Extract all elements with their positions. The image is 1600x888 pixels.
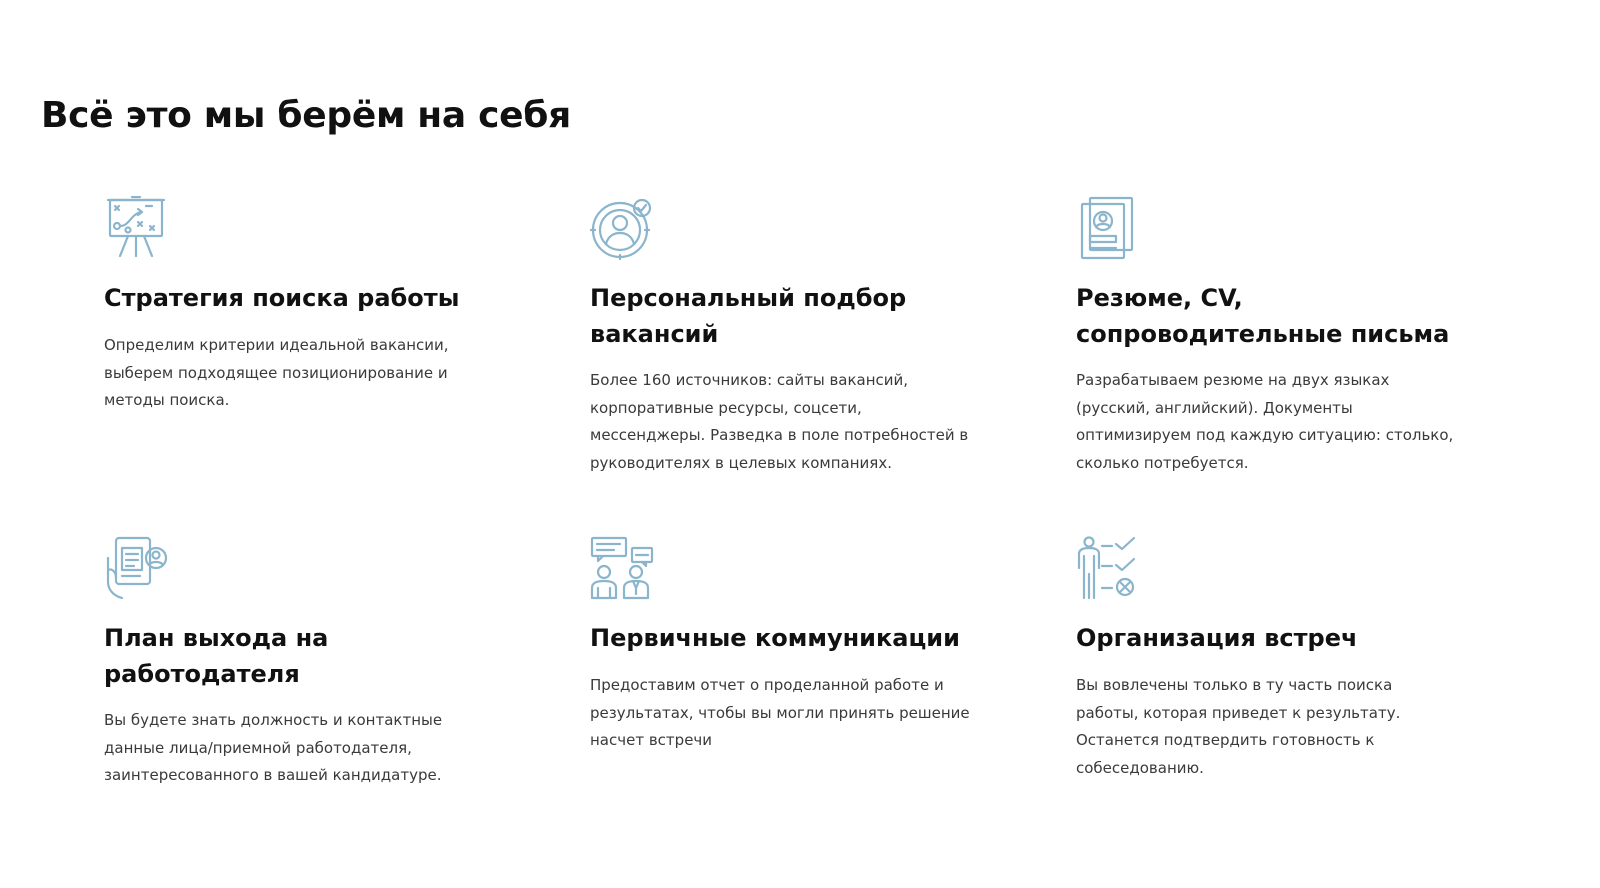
- service-card-meetings: [1076, 536, 1476, 777]
- service-card-employer-plan: [104, 536, 504, 784]
- card-description: Предоставим отчет о проделанной работе и результатах, чтобы вы могли принять решение насчет встречи: [590, 676, 970, 749]
- card-title: Стратегия поиска работы: [104, 284, 460, 312]
- service-card-communications: [590, 536, 990, 749]
- card-title: Организация встреч: [1076, 624, 1358, 652]
- card-description: Вы будете знать должность и контактные данные лица/приемной работодателя, заинтересованного в вашей кандидатуре.: [104, 711, 443, 784]
- hand-document-contact-icon: [104, 536, 168, 600]
- service-card-strategy: [104, 196, 504, 409]
- card-title: Первичные коммуникации: [590, 624, 960, 652]
- person-checklist-icon: [1076, 536, 1140, 600]
- card-description: Вы вовлечены только в ту часть поиска работы, которая приведет к результату. Останется подтвердить готовность к собеседованию.: [1076, 676, 1401, 777]
- resume-document-icon: [1076, 196, 1140, 260]
- card-description: Более 160 источников: сайты вакансий, корпоративные ресурсы, соцсети, мессенджеры. Разведка в поле потребностей в руководителях в целевых компаниях.: [590, 371, 969, 472]
- card-description: Определим критерии идеальной вакансии, выберем подходящее позиционирование и методы поиска.: [104, 336, 449, 409]
- service-card-resume: [1076, 196, 1476, 472]
- person-target-icon: [590, 196, 654, 260]
- page-title: Всё это мы берём на себя: [41, 95, 571, 136]
- conversation-people-icon: [590, 536, 654, 600]
- card-title: Резюме, CV, сопроводительные письма: [1076, 284, 1450, 348]
- card-title: Персональный подбор вакансий: [590, 284, 907, 348]
- card-description: Разрабатываем резюме на двух языках (русский, английский). Документы оптимизируем под каждую ситуацию: столько, сколько потребуется.: [1076, 371, 1454, 472]
- card-title: План выхода на работодателя: [104, 624, 329, 688]
- strategy-board-icon: [104, 196, 168, 260]
- service-card-vacancies: [590, 196, 990, 472]
